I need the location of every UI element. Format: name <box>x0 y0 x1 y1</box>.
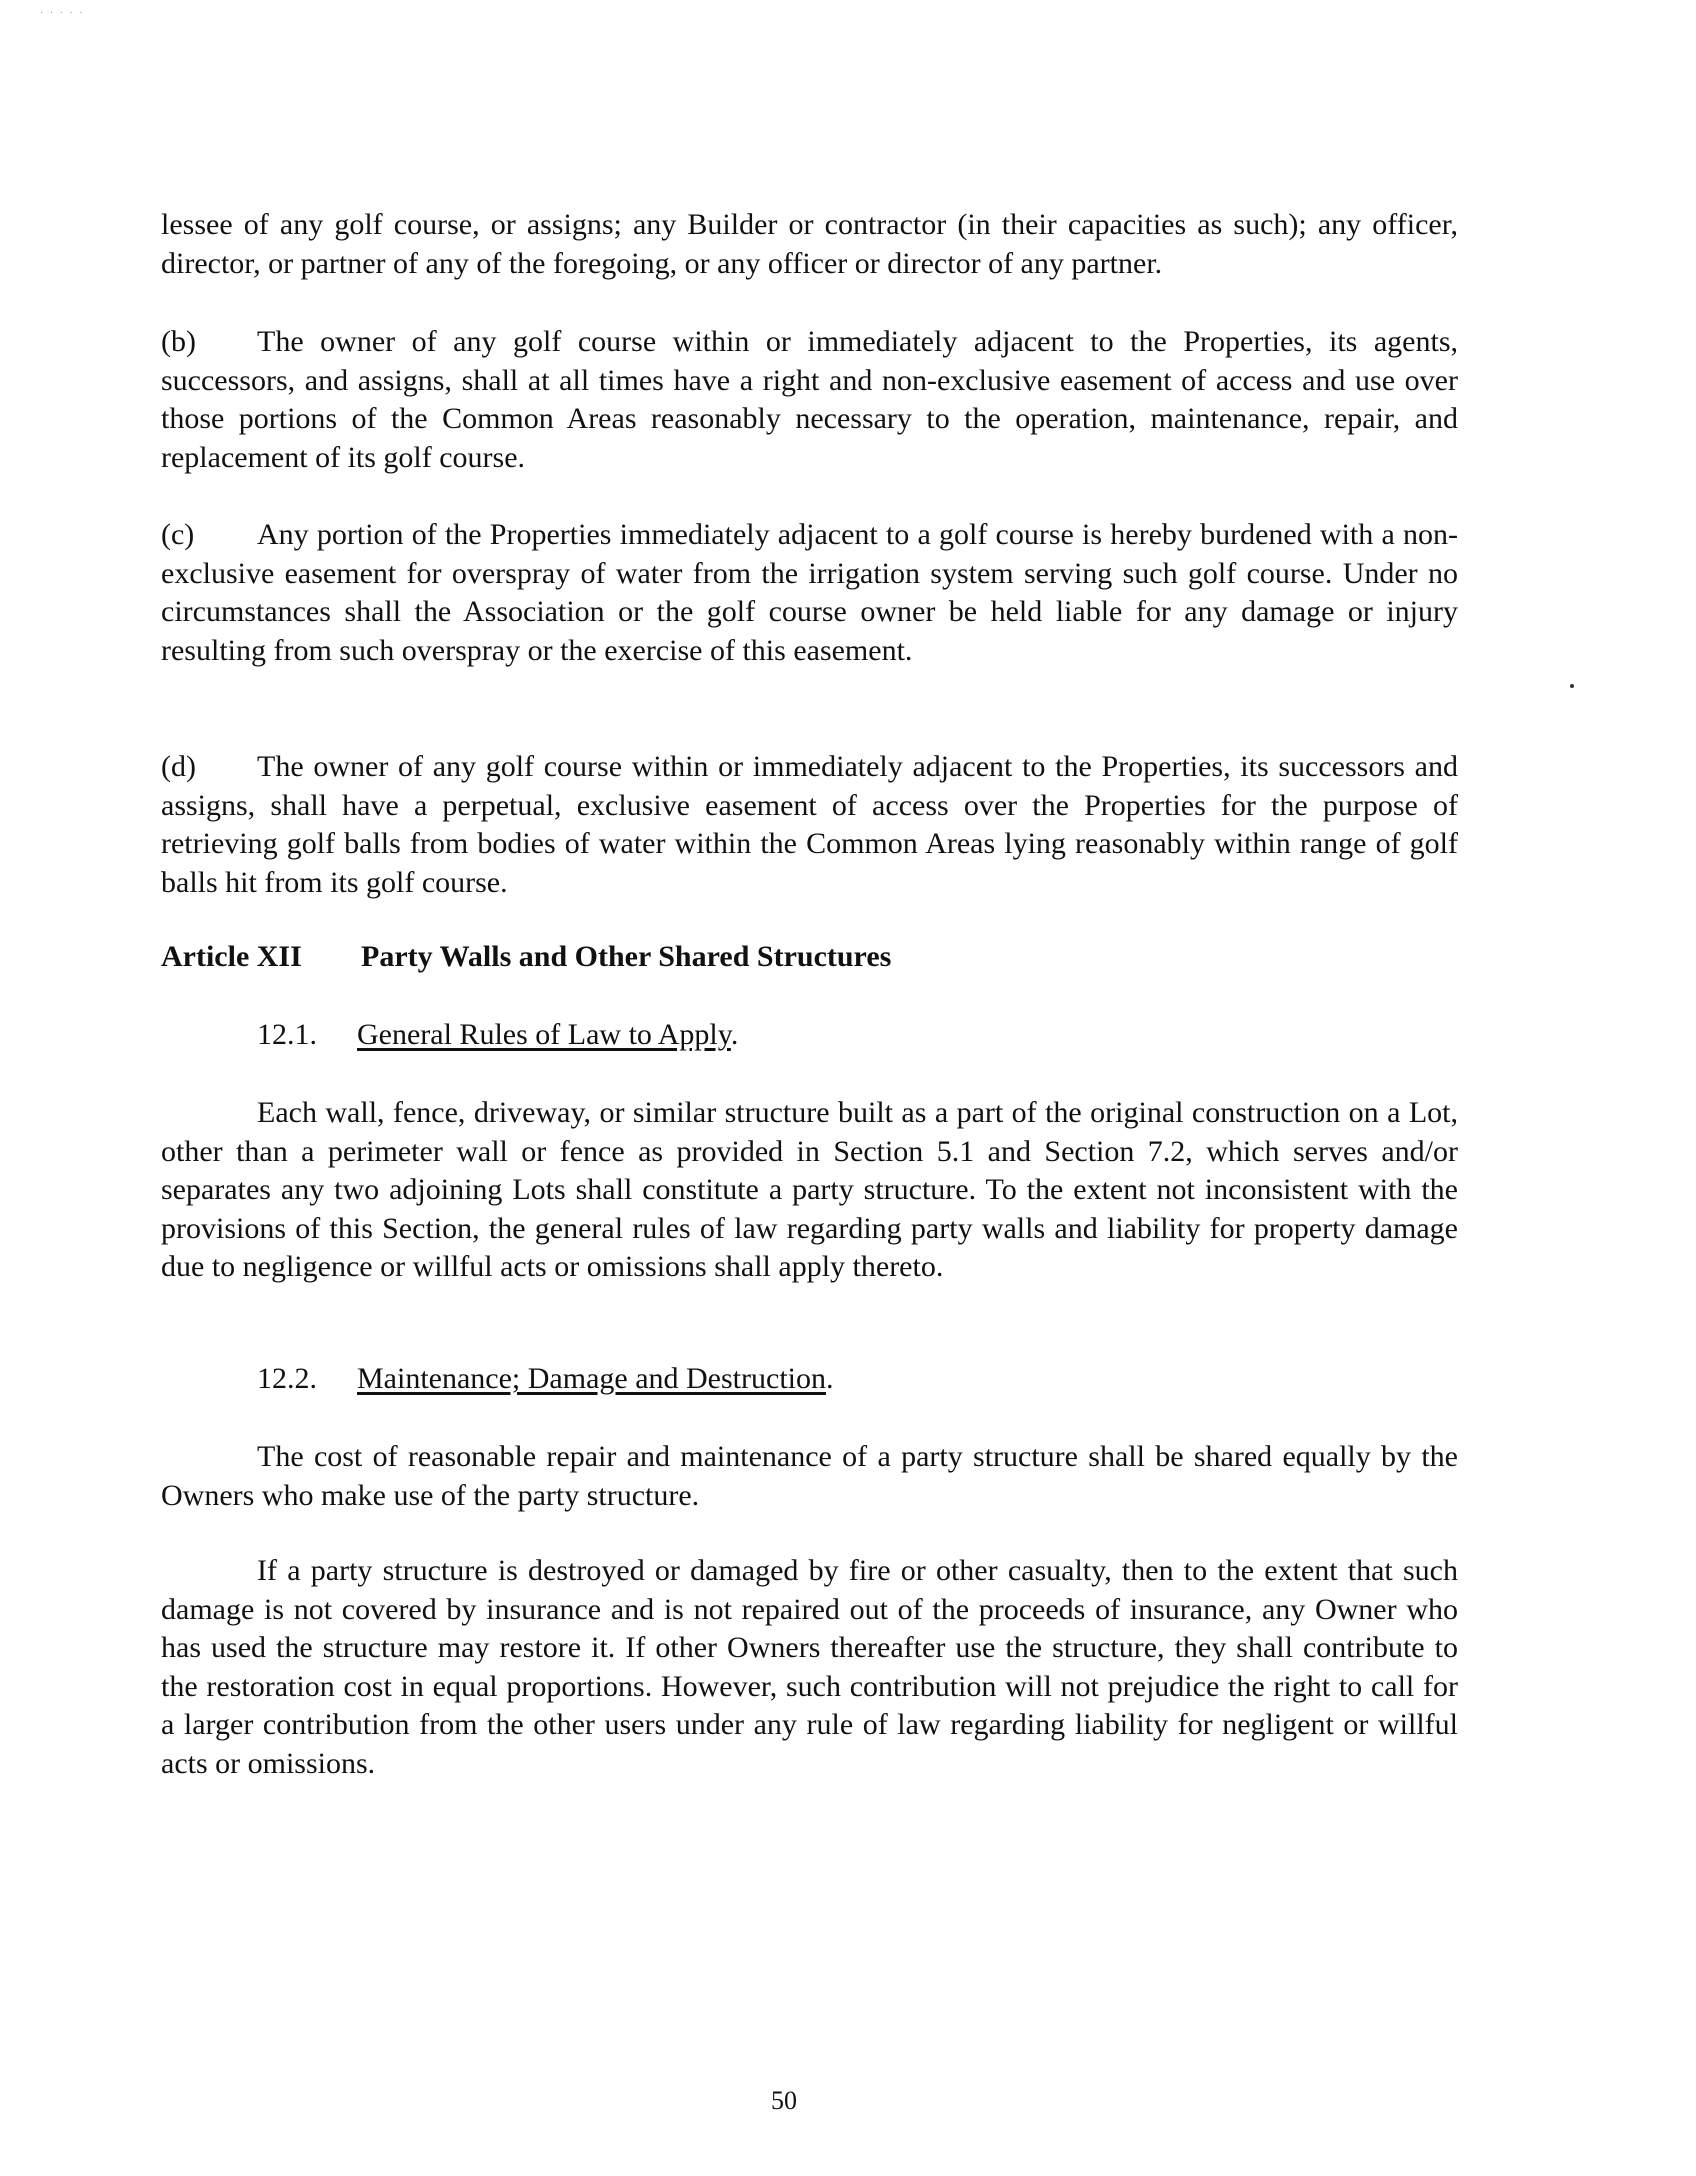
paragraph-text: The owner of any golf course within or immediately adjacent to the Properties, its agents, successors, and assigns, shall at all times have a right and non-exclusive easement of access and use over those portions of the Common Areas reasonably necessary to the operation, maintenance, repair, and replacement of its golf course. <box>161 325 1458 474</box>
section-title: Maintenance; Damage and Destruction <box>357 1362 826 1395</box>
article-title: Party Walls and Other Shared Structures <box>361 940 892 973</box>
section-12-1-paragraph <box>161 1094 1458 1287</box>
paragraph-text: If a party structure is destroyed or damaged by fire or other casualty, then to the extent that such damage is not covered by insurance and is not repaired out of the proceeds of insurance, any Owner who has used the structure may restore it. If other Owners thereafter use the structure, they shall contribute to the restoration cost in equal proportions. However, such contribution will not prejudice the right to call for a larger contribution from the other users under any rule of law regarding liability for negligent or willful acts or omissions. <box>161 1554 1458 1780</box>
paragraph-text: The owner of any golf course within or immediately adjacent to the Properties, its successors and assigns, shall have a perpetual, exclusive easement of access over the Properties for the purpose of retrieving golf balls from bodies of water within the Common Areas lying reasonably within range of golf balls hit from its golf course. <box>161 750 1458 899</box>
section-12-2-paragraph-1 <box>161 1438 1458 1515</box>
page-number: 50 <box>771 2086 797 2115</box>
paragraph-d <box>161 748 1458 902</box>
paragraph-text: The cost of reasonable repair and maintenance of a party structure shall be shared equally by the Owners who make use of the party structure. <box>161 1440 1458 1512</box>
section-title: General Rules of Law to Apply <box>357 1018 731 1051</box>
paragraph-b <box>161 323 1458 477</box>
paragraph-c <box>161 516 1458 670</box>
paragraph-label: (d) <box>161 750 196 783</box>
section-number: 12.1. <box>257 1018 317 1051</box>
section-12-2-paragraph-2 <box>161 1552 1458 1783</box>
article-heading <box>161 938 1458 977</box>
paragraph-text: Each wall, fence, driveway, or similar structure built as a part of the original construction on a Lot, other than a perimeter wall or fence as provided in Section 5.1 and Section 7.2, which serves and/or separates any two adjoining Lots shall constitute a party structure. To the extent not inconsistent with the provisions of this Section, the general rules of law regarding party walls and liability for property damage due to negligence or willful acts or omissions shall apply thereto. <box>161 1096 1458 1283</box>
paragraph-text: Any portion of the Properties immediately adjacent to a golf course is hereby burdened with a non-exclusive easement for overspray of water from the irrigation system serving such golf course. Under no circumstances shall the Association or the golf course owner be held liable for any damage or injury resulting from such overspray or the exercise of this easement. <box>161 518 1458 667</box>
scan-speck <box>1570 684 1574 688</box>
scan-artifact: · · · · · <box>40 8 85 19</box>
section-heading-12-2: 12.2. Maintenance; Damage and Destruction. <box>257 1360 1458 1399</box>
paragraph-label: (b) <box>161 325 196 358</box>
continuation-paragraph: lessee of any golf course, or assigns; any Builder or contractor (in their capacities as such); any officer, director, or partner of any of the foregoing, or any officer or director of any partner. <box>161 208 1458 280</box>
paragraph-label: (c) <box>161 518 195 551</box>
section-number: 12.2. <box>257 1362 317 1395</box>
section-heading-12-1: 12.1. General Rules of Law to Apply. <box>257 1016 1458 1055</box>
article-label: Article XII <box>161 940 302 973</box>
